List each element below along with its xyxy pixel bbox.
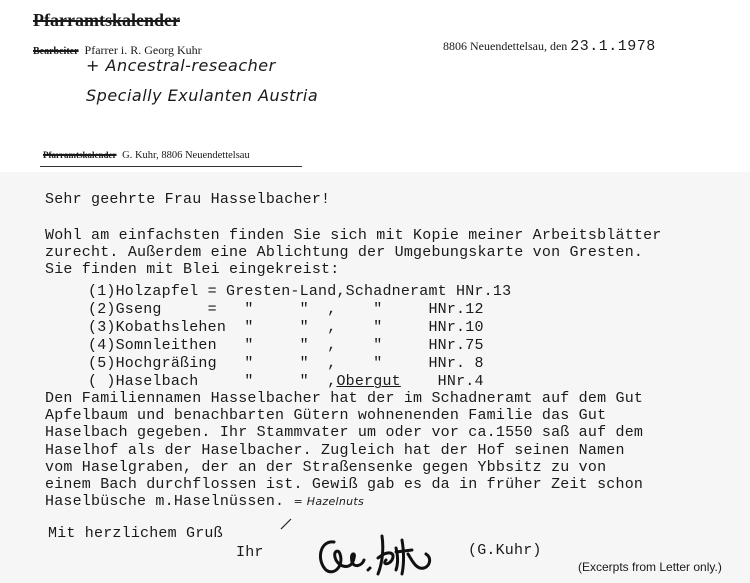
location-entry: (1)Holzapfel = Gresten-Land,Schadneramt HNr.13 [88,283,512,300]
handwritten-note-line1: + Ancestral-reseacher [86,56,276,75]
location-entry: (4)Somnleithen " " , " HNr.75 [88,337,484,354]
obergut-underlined: Obergut [336,373,401,390]
paragraph-1-line: Sie finden mit Blei eingekreist: [45,261,340,278]
location-entry: (2)Gseng = " " , " HNr.12 [88,301,484,318]
handwritten-signature [312,530,440,580]
location-entry-haselbach [88,373,484,390]
sender-rule [40,166,302,167]
pen-tick-mark [279,517,293,531]
paragraph-1-line: zurecht. Außerdem eine Ablichtung der Umgebungskarte von Gresten. [45,244,644,261]
closing-ihr: Ihr [236,544,264,561]
place-date [443,38,656,55]
paragraph-2-line: Haselbach gegeben. Ihr Stammvater um oder vor ca.1550 saß auf dem [45,424,644,442]
paragraph-2-line: Haselhof als der Haselbacher. Zugleich hat der Hof seinen Namen [45,441,625,459]
sender-line [43,150,250,161]
paragraph-1 [45,227,662,278]
location-entry: (3)Kobathslehen " " , " HNr.10 [88,319,484,336]
paragraph-2-line: vom Haselgraben, der an der Straßensenke gegen Ybbsitz zu von [45,458,607,476]
location-entry: (5)Hochgräßing " " , " HNr. 8 [88,355,484,372]
paragraph-2 [45,390,643,510]
sender-struck-label: Pfarramtskalender [43,150,117,160]
handwritten-note-line2: Specially Exulanten Austria [86,86,319,105]
place: 8806 Neuendettelsau, den [443,39,568,53]
paragraph-2-last-line [45,493,643,510]
excerpt-footnote: (Excerpts from Letter only.) [578,560,722,574]
paragraph-2-line: Apfelbaum und benachbarten Gütern wohnenenden Familie das Gut [45,407,607,425]
letterhead-struck-label: Bearbeiter [33,46,79,57]
letter-date: 23.1.1978 [570,38,656,55]
sender-address: G. Kuhr, 8806 Neuendettelsau [122,150,250,161]
closing: Mit herzlichem Gruß [48,525,223,542]
paragraph-2-line: einem Bach durchflossen ist. Gewiß gab es da in früher Zeit schon [45,476,644,494]
location-entry-hnr: HNr.4 [400,373,484,390]
location-entry-text: ( )Haselbach " " , [88,373,337,390]
last-line-text: Haselbüsche m.Haselnüssen. [45,493,285,511]
signer-initials: (G.Kuhr) [468,542,542,559]
paragraph-2-line: Den Familiennamen Hasselbacher hat der im Schadneramt auf dem Gut [45,390,644,407]
letterhead-title: Pfarramtskalender [33,10,180,30]
salutation: Sehr geehrte Frau Hasselbacher! [45,191,331,208]
handwritten-gloss: = Hazelnuts [293,495,365,509]
letterhead-pastor: Pfarrer i. R. Georg Kuhr [84,43,202,57]
paragraph-1-line: Wohl am einfachsten finden Sie sich mit Kopie meiner Arbeitsblätter [45,227,662,244]
